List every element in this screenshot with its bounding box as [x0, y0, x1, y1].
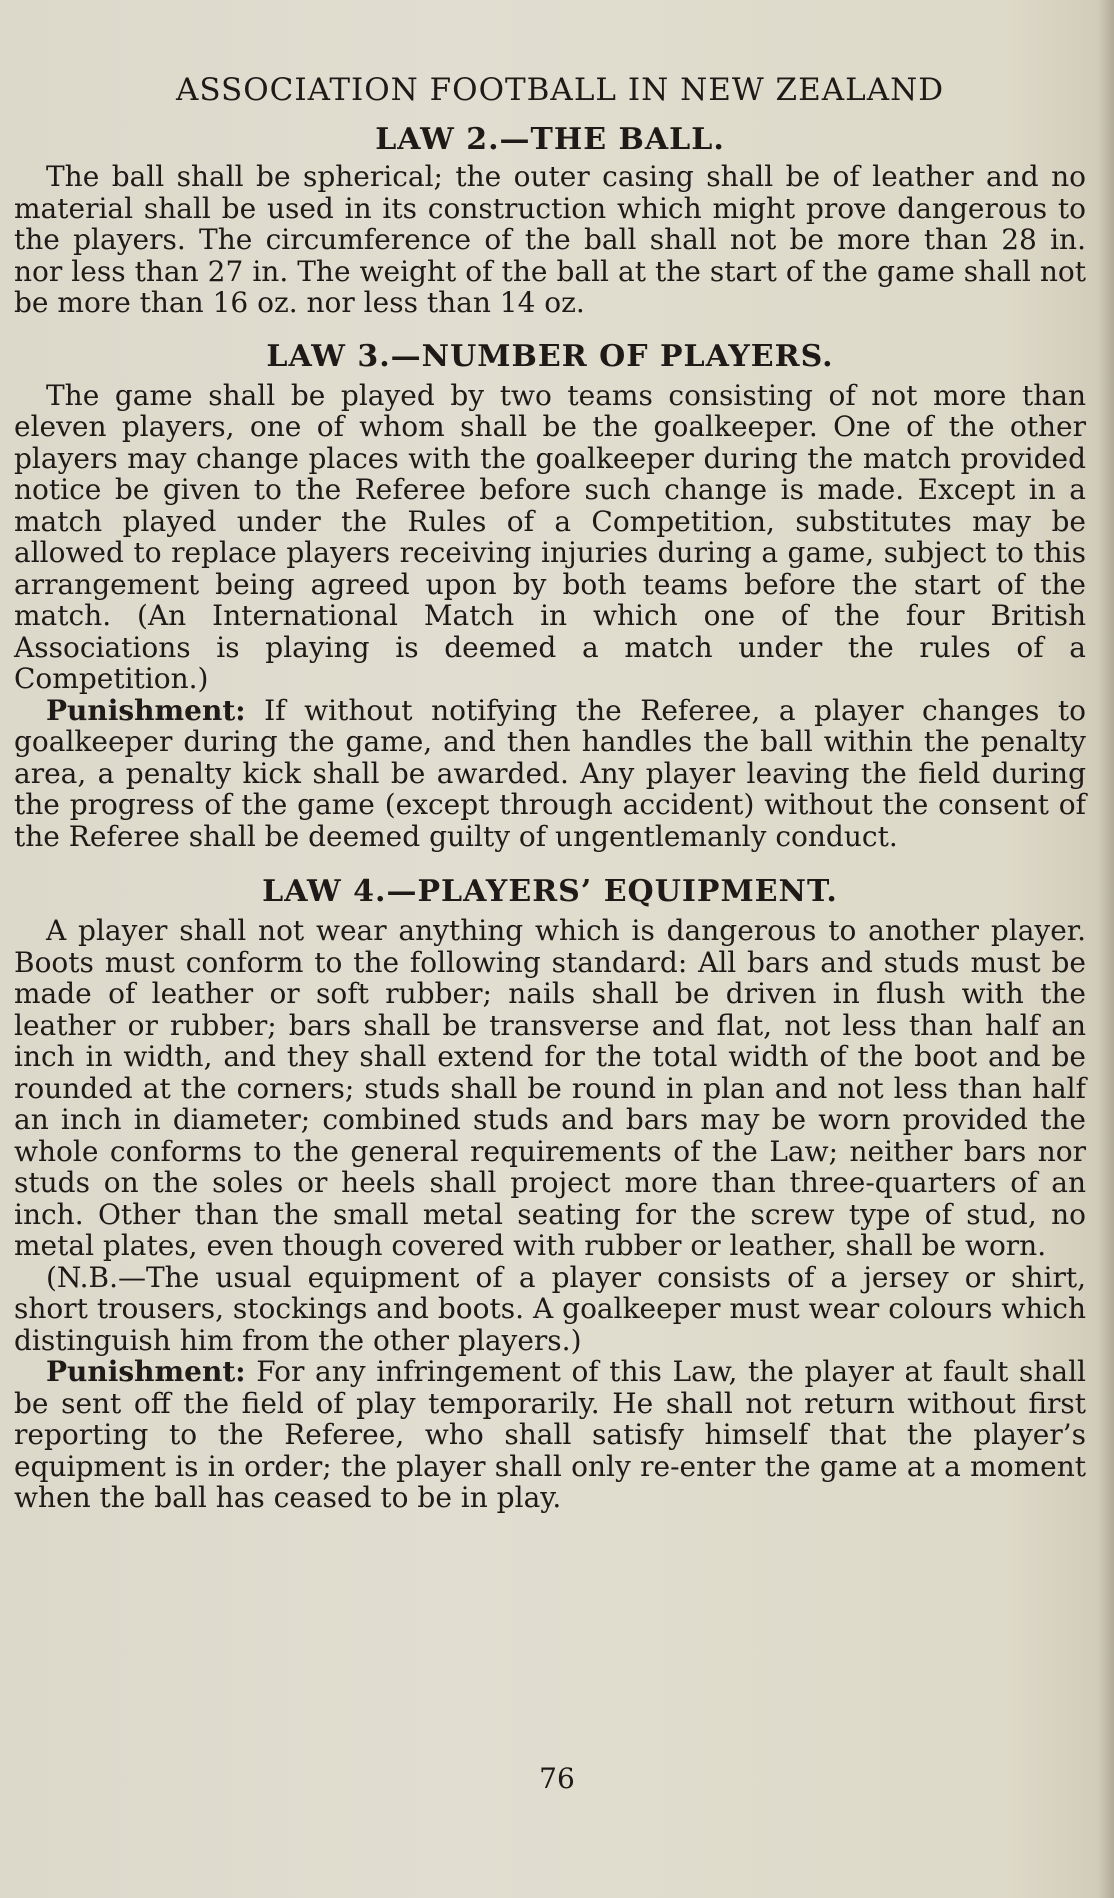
law-4-paragraph: A player shall not wear anything which is dangerous to another player. Boots must conform to the following standard: All bars and studs must be made of leather or soft rubber; nails shall be driven in flush with the leather or rubber; bars shall be transverse and flat, not less than half an inch in width, and they shall extend for the total width of the boot and be rounded at the corners; studs shall be round in plan and not less than half an inch in diameter; combined studs and bars may be worn provided the whole conforms to the general requirements of the Law; neither bars nor studs on the soles or heels shall project more than three-quarters of an inch. Other than the small metal seating for the screw type of stud, no metal plates, even though covered with rubber or leather, shall be worn. — [14, 914, 1086, 1262]
law-2-title: LAW 2.—THE BALL. — [375, 122, 725, 157]
running-header: ASSOCIATION FOOTBALL IN NEW ZEALAND — [175, 72, 945, 108]
law-3-title: LAW 3.—NUMBER OF PLAYERS. — [266, 338, 834, 374]
law-3-punishment — [14, 695, 1086, 853]
law-4-punishment — [14, 1356, 1086, 1514]
punishment-label: Punishment: — [46, 693, 246, 727]
law-4-title: LAW 4.—PLAYERS’ EQUIPMENT. — [262, 874, 838, 909]
law-2-paragraph: The ball shall be spherical; the outer casing shall be of leather and no material shall be used in its construction which might prove dangerous to the players. The circumference of the ball shall not be more than 28 in. nor less than 27 in. The weight of the ball at the start of the game shall not be more than 16 oz. nor less than 14 oz. — [14, 160, 1086, 319]
punishment-text: If without notifying the Referee, a player changes to goalkeeper during the game, and then handles the ball within the penalty area, a penalty kick shall be awarded. Any player leaving the field during the progress of the game (except through accident) without the consent of the Referee shall be deemed guilty of ungentlemanly conduct. — [14, 693, 1086, 853]
page-edge-shadow — [1098, 0, 1114, 1898]
punishment-label: Punishment: — [46, 1355, 246, 1388]
page-number: 76 — [539, 1762, 575, 1795]
law-4-note: (N.B.—The usual equipment of a player consists of a jersey or shirt, short trousers, stockings and boots. A goalkeeper must wear colours which distinguish him from the other players.) — [14, 1260, 1086, 1357]
law-3-paragraph: The game shall be played by two teams consisting of not more than eleven players, one of whom shall be the goalkeeper. One of the other players may change places with the goalkeeper during the match provided notice be given to the Referee before such change is made. Except in a match played under the Rules of a Competition, substitutes may be allowed to replace players receiving injuries during a game, subject to this arrangement being agreed upon by both teams before the start of the match. (An International Match in which one of the four British Associations is playing is deemed a match under the rules of a Competition.) — [14, 378, 1086, 695]
punishment-text: For any infringement of this Law, the player at fault shall be sent off the field of play temporarily. He shall not return without first reporting to the Referee, who shall satisfy himself that the player’s equipment is in order; the player shall only re-enter the game at a moment when the ball has ceased to be in play. — [14, 1355, 1086, 1514]
